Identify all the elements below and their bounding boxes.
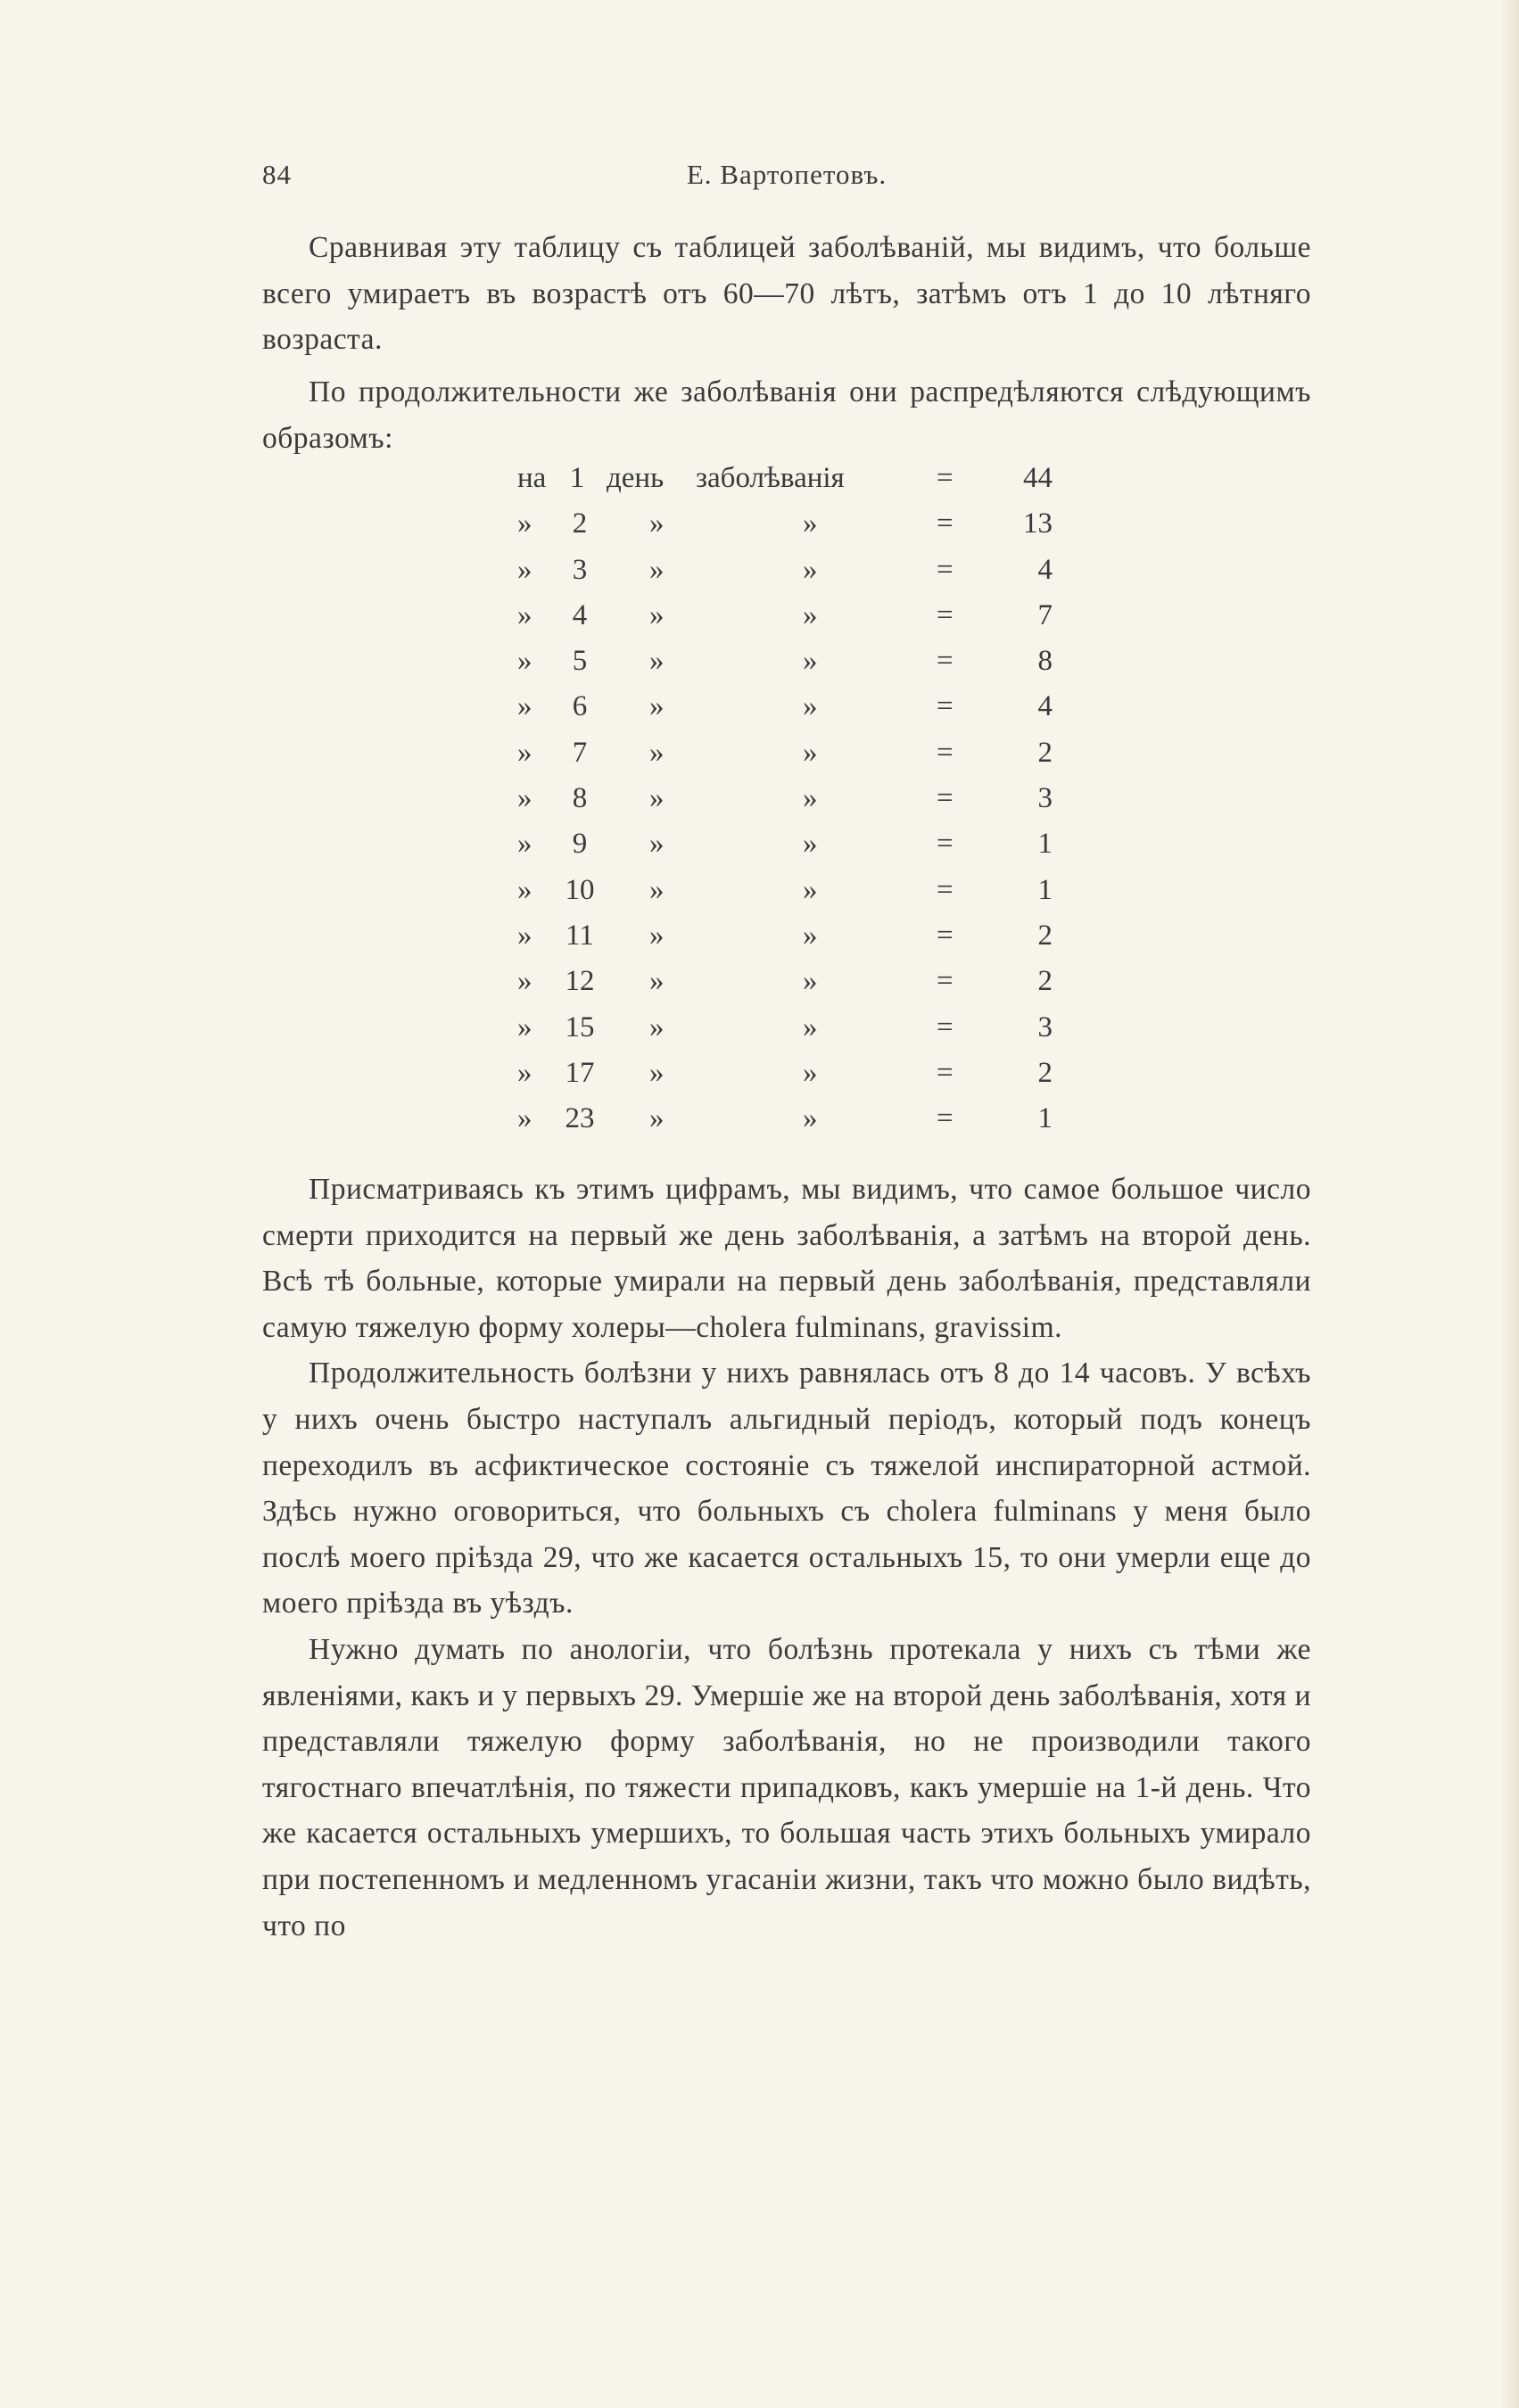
duration-table xyxy=(517,462,1053,1148)
table-cell: » xyxy=(517,1102,532,1135)
table-cell: » xyxy=(649,598,665,631)
table-cell: = xyxy=(937,782,954,815)
table-cell: » xyxy=(517,965,532,998)
table-cell: » xyxy=(517,507,532,540)
table-cell: » xyxy=(803,965,818,998)
table-cell: = xyxy=(937,690,954,723)
body-text-bottom xyxy=(262,1167,1311,1949)
table-cell: » xyxy=(649,736,665,769)
table-cell: » xyxy=(517,782,532,815)
table-cell: » xyxy=(803,690,818,723)
table-cell: » xyxy=(517,873,532,906)
table-cell: » xyxy=(803,736,818,769)
table-cell: 1 xyxy=(1037,873,1053,906)
table-cell: заболѣванія xyxy=(696,462,845,494)
running-title: Е. Вартопетовъ. xyxy=(686,159,887,190)
table-cell: 7 xyxy=(572,736,588,769)
table-row xyxy=(517,599,1053,645)
page-edge xyxy=(1499,0,1519,2408)
table-cell: » xyxy=(649,782,665,815)
table-cell: = xyxy=(937,462,954,494)
table-cell: » xyxy=(649,873,665,906)
table-cell: » xyxy=(517,736,532,769)
table-cell: » xyxy=(803,645,818,678)
table-cell: » xyxy=(517,645,532,678)
table-cell: 12 xyxy=(565,965,595,998)
paragraph: Присматриваясь къ этимъ цифрамъ, мы видимъ, что самое большое число смерти приходится на первый же день заболѣванія, а затѣмъ на второй день. Всѣ тѣ больные, которые умирали на первый день заболѣванія, представляли самую тяжелую форму холеры—cholera fulminans, gravissim. xyxy=(262,1173,1311,1344)
table-cell: 3 xyxy=(1037,1010,1053,1043)
table-cell: » xyxy=(649,553,665,586)
table-cell: 4 xyxy=(1037,553,1053,586)
table-cell: = xyxy=(937,553,954,586)
table-cell: 15 xyxy=(565,1010,595,1043)
table-row xyxy=(517,828,1053,873)
table-cell: = xyxy=(937,1056,954,1089)
body-text-intro xyxy=(262,369,1311,461)
paragraph: По продолжительности же заболѣванія они распредѣляются слѣдующимъ образомъ: xyxy=(262,375,1311,455)
table-cell: = xyxy=(937,919,954,952)
table-cell: 8 xyxy=(572,782,588,815)
table-cell: 3 xyxy=(572,553,588,586)
table-row xyxy=(517,782,1053,828)
table-cell: » xyxy=(649,1010,665,1043)
table-cell: » xyxy=(803,1010,818,1043)
table-cell: » xyxy=(649,965,665,998)
table-row xyxy=(517,874,1053,919)
table-cell: 2 xyxy=(1037,1056,1053,1089)
table-cell: 4 xyxy=(572,598,588,631)
table-cell: = xyxy=(937,645,954,678)
table-cell: » xyxy=(649,690,665,723)
table-cell: 3 xyxy=(1037,782,1053,815)
table-cell: » xyxy=(517,919,532,952)
table-cell: 13 xyxy=(1023,507,1053,540)
table-body xyxy=(517,507,1053,1148)
table-row xyxy=(517,1011,1053,1057)
table-cell: 23 xyxy=(565,1102,595,1135)
table-cell: 11 xyxy=(565,919,594,952)
table-cell: 1 xyxy=(1037,828,1053,861)
table-cell: 2 xyxy=(1037,736,1053,769)
table-cell: = xyxy=(937,828,954,861)
body-text-top xyxy=(262,225,1311,363)
table-cell: » xyxy=(517,598,532,631)
table-cell: = xyxy=(937,1010,954,1043)
table-cell: 1 xyxy=(569,462,585,494)
table-cell: » xyxy=(803,919,818,952)
table-cell: » xyxy=(649,507,665,540)
table-cell: = xyxy=(937,736,954,769)
page-number: 84 xyxy=(262,159,292,190)
table-row xyxy=(517,645,1053,690)
table-cell: » xyxy=(803,598,818,631)
table-cell: 2 xyxy=(1037,965,1053,998)
table-cell: » xyxy=(517,553,532,586)
paragraph: Нужно думать по анологіи, что болѣзнь протекала у нихъ съ тѣми же явленіями, какъ и у первыхъ 29. Умершіе же на второй день заболѣванія, хотя и представляли тяжелую форму заболѣванія, но не производили такого тягостнаго впечатлѣнія, по тяжести припадковъ, какъ умершіе на 1-й день. Что же касается остальныхъ умершихъ, то большая часть этихъ больныхъ умирало при постепенномъ и медленномъ угасаніи жизни, такъ что можно было видѣть, что по xyxy=(262,1632,1311,1942)
table-cell: » xyxy=(649,1102,665,1135)
table-row xyxy=(517,919,1053,965)
table-cell: 8 xyxy=(1037,645,1053,678)
table-cell: » xyxy=(649,919,665,952)
table-cell: = xyxy=(937,873,954,906)
table-cell: » xyxy=(517,828,532,861)
table-cell: » xyxy=(517,690,532,723)
table-cell: 5 xyxy=(572,645,588,678)
table-cell: = xyxy=(937,507,954,540)
paragraph: Продолжительность болѣзни у нихъ равнялась отъ 8 до 14 часовъ. У всѣхъ у нихъ очень быстро наступалъ альгидный періодъ, который подъ конецъ переходилъ въ асфиктическое состояніе съ тяжелой инспираторной астмой. Здѣсь нужно оговориться, что больныхъ съ cholera fulminans у меня было послѣ моего пріѣзда 29, что же касается остальныхъ 15, то они умерли еще до моего пріѣзда въ уѣздъ. xyxy=(262,1357,1311,1620)
table-cell: на xyxy=(517,462,547,494)
table-cell: » xyxy=(803,782,818,815)
table-cell: = xyxy=(937,1102,954,1135)
table-cell: » xyxy=(803,553,818,586)
table-cell: 2 xyxy=(1037,919,1053,952)
table-cell: » xyxy=(803,873,818,906)
table-cell: 6 xyxy=(572,690,588,723)
table-cell: 44 xyxy=(1023,462,1053,494)
table-row xyxy=(517,1102,1053,1148)
table-cell: 1 xyxy=(1037,1102,1053,1135)
table-cell: » xyxy=(803,1102,818,1135)
table-cell: = xyxy=(937,598,954,631)
table-cell: 4 xyxy=(1037,690,1053,723)
table-row xyxy=(517,737,1053,782)
table-cell: » xyxy=(649,828,665,861)
table-cell: день xyxy=(607,462,665,494)
paragraph: Сравнивая эту таблицу съ таблицей заболѣваній, мы видимъ, что больше всего умираетъ въ возрастѣ отъ 60—70 лѣтъ, затѣмъ отъ 1 до 10 лѣтняго возраста. xyxy=(262,231,1311,357)
table-cell: » xyxy=(803,507,818,540)
table-cell: 9 xyxy=(572,828,588,861)
table-cell: = xyxy=(937,965,954,998)
table-row xyxy=(517,554,1053,599)
table-cell: 10 xyxy=(565,873,595,906)
table-row xyxy=(517,507,1053,553)
table-cell: » xyxy=(517,1056,532,1089)
running-header xyxy=(262,159,1311,203)
table-cell: » xyxy=(649,645,665,678)
table-row xyxy=(517,965,1053,1010)
table-cell: » xyxy=(803,1056,818,1089)
table-cell: 2 xyxy=(572,507,588,540)
table-cell: » xyxy=(803,828,818,861)
table-row xyxy=(517,690,1053,736)
table-cell: 7 xyxy=(1037,598,1053,631)
table-cell: 17 xyxy=(565,1056,595,1089)
table-header-row xyxy=(517,462,1053,507)
table-cell: » xyxy=(517,1010,532,1043)
table-row xyxy=(517,1057,1053,1102)
table-cell: » xyxy=(649,1056,665,1089)
